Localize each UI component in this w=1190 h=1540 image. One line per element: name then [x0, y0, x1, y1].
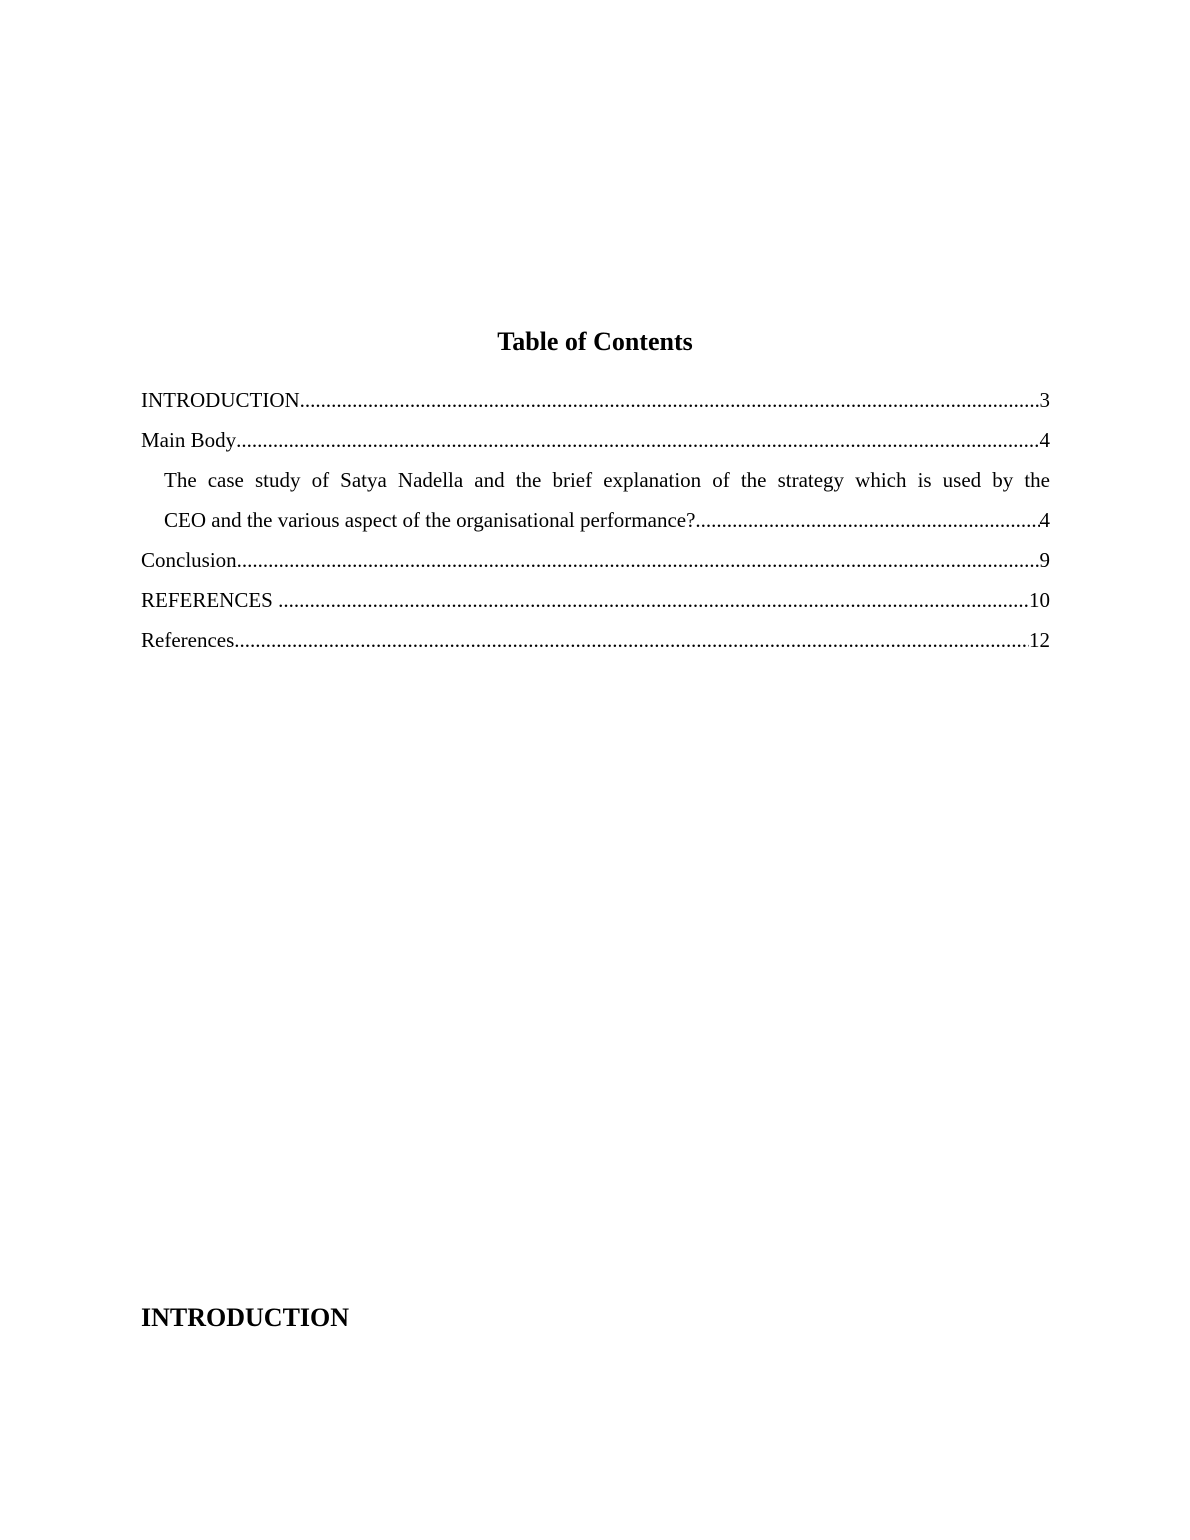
toc-dot-leader [300, 380, 1040, 420]
toc-entry-page: 9 [1039, 548, 1050, 572]
toc-dot-leader [234, 620, 1029, 660]
toc-entry-case-study[interactable] [141, 460, 1050, 540]
toc-entry-label: Main Body [141, 428, 237, 452]
toc-entry-label: Conclusion [141, 548, 237, 572]
toc-entry-page: 12 [1029, 628, 1050, 652]
toc-entry-label-line1: The case study of Satya Nadella and the brief explanation of the strategy which is used by the [164, 468, 1050, 492]
toc-dot-leader [236, 420, 1039, 460]
toc-entry-page: 4 [1039, 428, 1050, 452]
toc-entry-label: References [141, 628, 235, 652]
table-of-contents [141, 380, 1050, 660]
toc-title: Table of Contents [497, 327, 693, 356]
toc-entry-page: 4 [1039, 508, 1050, 532]
section-heading-introduction: INTRODUCTION [141, 1303, 350, 1332]
toc-entry-page: 10 [1029, 588, 1050, 612]
toc-entry-introduction[interactable] [141, 380, 1050, 420]
toc-entry-conclusion[interactable] [141, 540, 1050, 580]
toc-dot-leader [695, 500, 1039, 540]
toc-dot-leader [237, 540, 1040, 580]
toc-entry-label: REFERENCES [141, 588, 279, 612]
toc-entry-references-upper[interactable] [141, 580, 1050, 620]
toc-entry-label-line2: CEO and the various aspect of the organisational performance? [164, 508, 696, 532]
toc-dot-leader [278, 580, 1029, 620]
toc-entry-page: 3 [1039, 388, 1050, 412]
toc-entry-label: INTRODUCTION [141, 388, 300, 412]
toc-entry-references[interactable] [141, 620, 1050, 660]
toc-entry-main-body[interactable] [141, 420, 1050, 460]
